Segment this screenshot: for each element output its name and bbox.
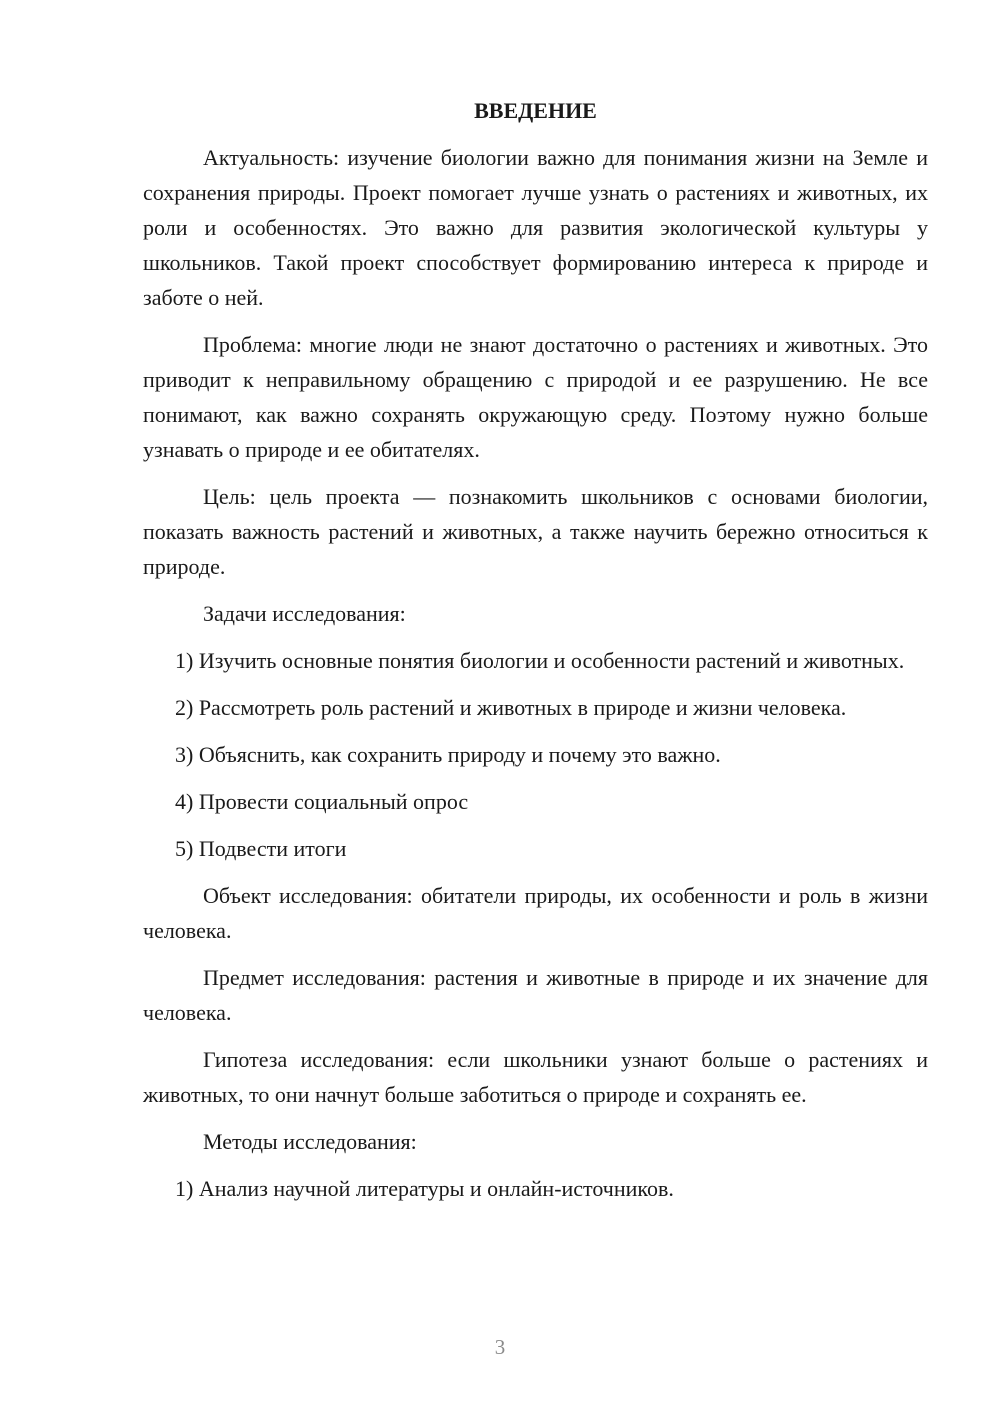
- page-number: 3: [494, 1335, 506, 1359]
- hypothesis-paragraph: Гипотеза исследования: если школьники узнают больше о растениях и животных, то они начнут больше заботиться о природе и сохранять ее.: [143, 1047, 928, 1107]
- problem-paragraph: Проблема: многие люди не знают достаточно о растениях и животных. Это приводит к неправильному обращению с природой и ее разрушению. Не все понимают, как важно сохранять окружающую среду. Поэтому нужно больше узнавать о природе и ее обитателях.: [143, 332, 928, 462]
- section-heading: ВВЕДЕНИЕ: [474, 98, 597, 123]
- page-content: [143, 93, 928, 1218]
- goal-paragraph: Цель: цель проекта — познакомить школьников с основами биологии, показать важность растений и животных, а также научить бережно относиться к природе.: [143, 484, 928, 579]
- task-item: 2) Рассмотреть роль растений и животных в природе и жизни человека.: [175, 695, 847, 720]
- task-item: 4) Провести социальный опрос: [175, 789, 469, 814]
- task-item: 3) Объяснить, как сохранить природу и почему это важно.: [175, 742, 721, 767]
- subject-paragraph: Предмет исследования: растения и животные в природе и их значение для человека.: [143, 965, 928, 1025]
- object-paragraph: Объект исследования: обитатели природы, их особенности и роль в жизни человека.: [143, 883, 928, 943]
- method-item: 1) Анализ научной литературы и онлайн-источников.: [175, 1176, 674, 1201]
- relevance-paragraph: Актуальность: изучение биологии важно для понимания жизни на Земле и сохранения природы. Проект помогает лучше узнать о растениях и животных, их роли и особенностях. Это важно для развития экологической культуры у школьников. Такой проект способствует формированию интереса к природе и заботе о ней.: [143, 145, 928, 310]
- task-item: 1) Изучить основные понятия биологии и особенности растений и животных.: [175, 648, 905, 673]
- methods-title: Методы исследования:: [203, 1129, 417, 1154]
- tasks-title: Задачи исследования:: [203, 601, 406, 626]
- task-item: 5) Подвести итоги: [175, 836, 347, 861]
